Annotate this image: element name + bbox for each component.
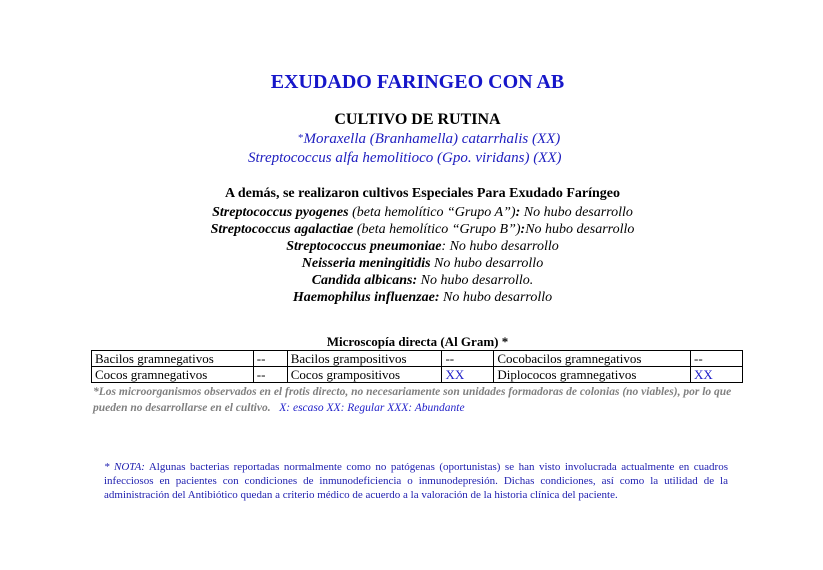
microscopy-label: Diplococos gramnegativos bbox=[494, 367, 691, 383]
culture-result: No hubo desarrollo bbox=[430, 256, 544, 271]
culture-result: No hubo desarrollo bbox=[446, 239, 559, 254]
organism-detail: (beta hemolítico “Grupo B”) bbox=[353, 222, 521, 237]
microscopy-heading: Microscopía directa (Al Gram) * bbox=[326, 334, 509, 349]
microscopy-value: -- bbox=[253, 351, 287, 367]
microscopy-value: XX bbox=[691, 367, 743, 383]
organism-star: * bbox=[298, 132, 304, 144]
separator: : bbox=[441, 239, 447, 254]
microscopy-label: Cocos grampositivos bbox=[287, 367, 442, 383]
culture-result: No hubo desarrollo. bbox=[417, 273, 534, 288]
microscopy-value: -- bbox=[691, 351, 743, 367]
table-row bbox=[92, 367, 743, 383]
special-culture-line bbox=[0, 290, 823, 306]
routine-organism-2 bbox=[248, 150, 562, 167]
organism-name: Streptococcus alfa hemolitioco (Gpo. viridans) (XX) bbox=[248, 150, 562, 166]
special-culture-line bbox=[0, 222, 823, 238]
microscopy-footnote bbox=[93, 384, 743, 416]
note-label: * NOTA: bbox=[104, 461, 145, 473]
microscopy-label: Cocobacilos gramnegativos bbox=[494, 351, 691, 367]
organism-name: Haemophilus influenzae: bbox=[292, 290, 440, 305]
microscopy-label: Bacilos grampositivos bbox=[287, 351, 442, 367]
special-culture-line bbox=[0, 205, 823, 221]
microscopy-label: Cocos gramnegativos bbox=[92, 367, 254, 383]
microscopy-value: -- bbox=[253, 367, 287, 383]
report-title: EXUDADO FARINGEO CON AB bbox=[270, 71, 565, 93]
organism-name: Streptococcus pyogenes bbox=[212, 205, 349, 220]
special-cultures-heading: A demás, se realizaron cultivos Especiales Para Exudado Faríngeo bbox=[225, 186, 620, 201]
organism-name: Streptococcus pneumoniae bbox=[286, 239, 442, 254]
microscopy-value: -- bbox=[442, 351, 494, 367]
organism-detail: (beta hemolítico “Grupo A”) bbox=[348, 205, 516, 220]
microscopy-table bbox=[91, 350, 743, 383]
table-row bbox=[92, 351, 743, 367]
separator: : bbox=[515, 205, 521, 220]
culture-result: No hubo desarrollo bbox=[520, 205, 633, 220]
clinical-note bbox=[104, 460, 728, 502]
routine-culture-heading: CULTIVO DE RUTINA bbox=[334, 111, 501, 128]
culture-result: No hubo desarrollo bbox=[525, 222, 635, 237]
quantity-legend: X: escaso XX: Regular XXX: Abundante bbox=[279, 402, 465, 414]
organism-name: Streptococcus agalactiae bbox=[210, 222, 354, 237]
special-culture-line bbox=[0, 273, 823, 289]
routine-organism-1 bbox=[298, 131, 560, 148]
microscopy-label: Bacilos gramnegativos bbox=[92, 351, 254, 367]
special-culture-line bbox=[0, 256, 823, 272]
separator: : bbox=[520, 222, 526, 237]
organism-name: Moraxella (Branhamella) catarrhalis (XX) bbox=[303, 131, 561, 147]
microscopy-value: XX bbox=[442, 367, 494, 383]
culture-result: No hubo desarrollo bbox=[439, 290, 553, 305]
footnote-text: *Los microorganismos observados en el frotis directo, no necesariamente son unidades formadoras de colonias (no viables), por lo que pueden no desarrollarse en el cultivo. bbox=[93, 386, 732, 414]
organism-name: Neisseria meningitidis bbox=[301, 256, 431, 271]
organism-name: Candida albicans: bbox=[311, 273, 418, 288]
special-culture-line bbox=[0, 239, 823, 255]
note-text: Algunas bacterias reportadas normalmente como no patógenas (oportunistas) se han visto involucrada actualmente en cuadros infecciosos en pacientes con condiciones de inmunodeficiencia o inmunodepresión. Dichas condiciones, así como la utilidad de la administración del Antibiótico quedan a criterio médico de acuerdo a la valoración de la historia clínica del paciente. bbox=[104, 461, 728, 501]
